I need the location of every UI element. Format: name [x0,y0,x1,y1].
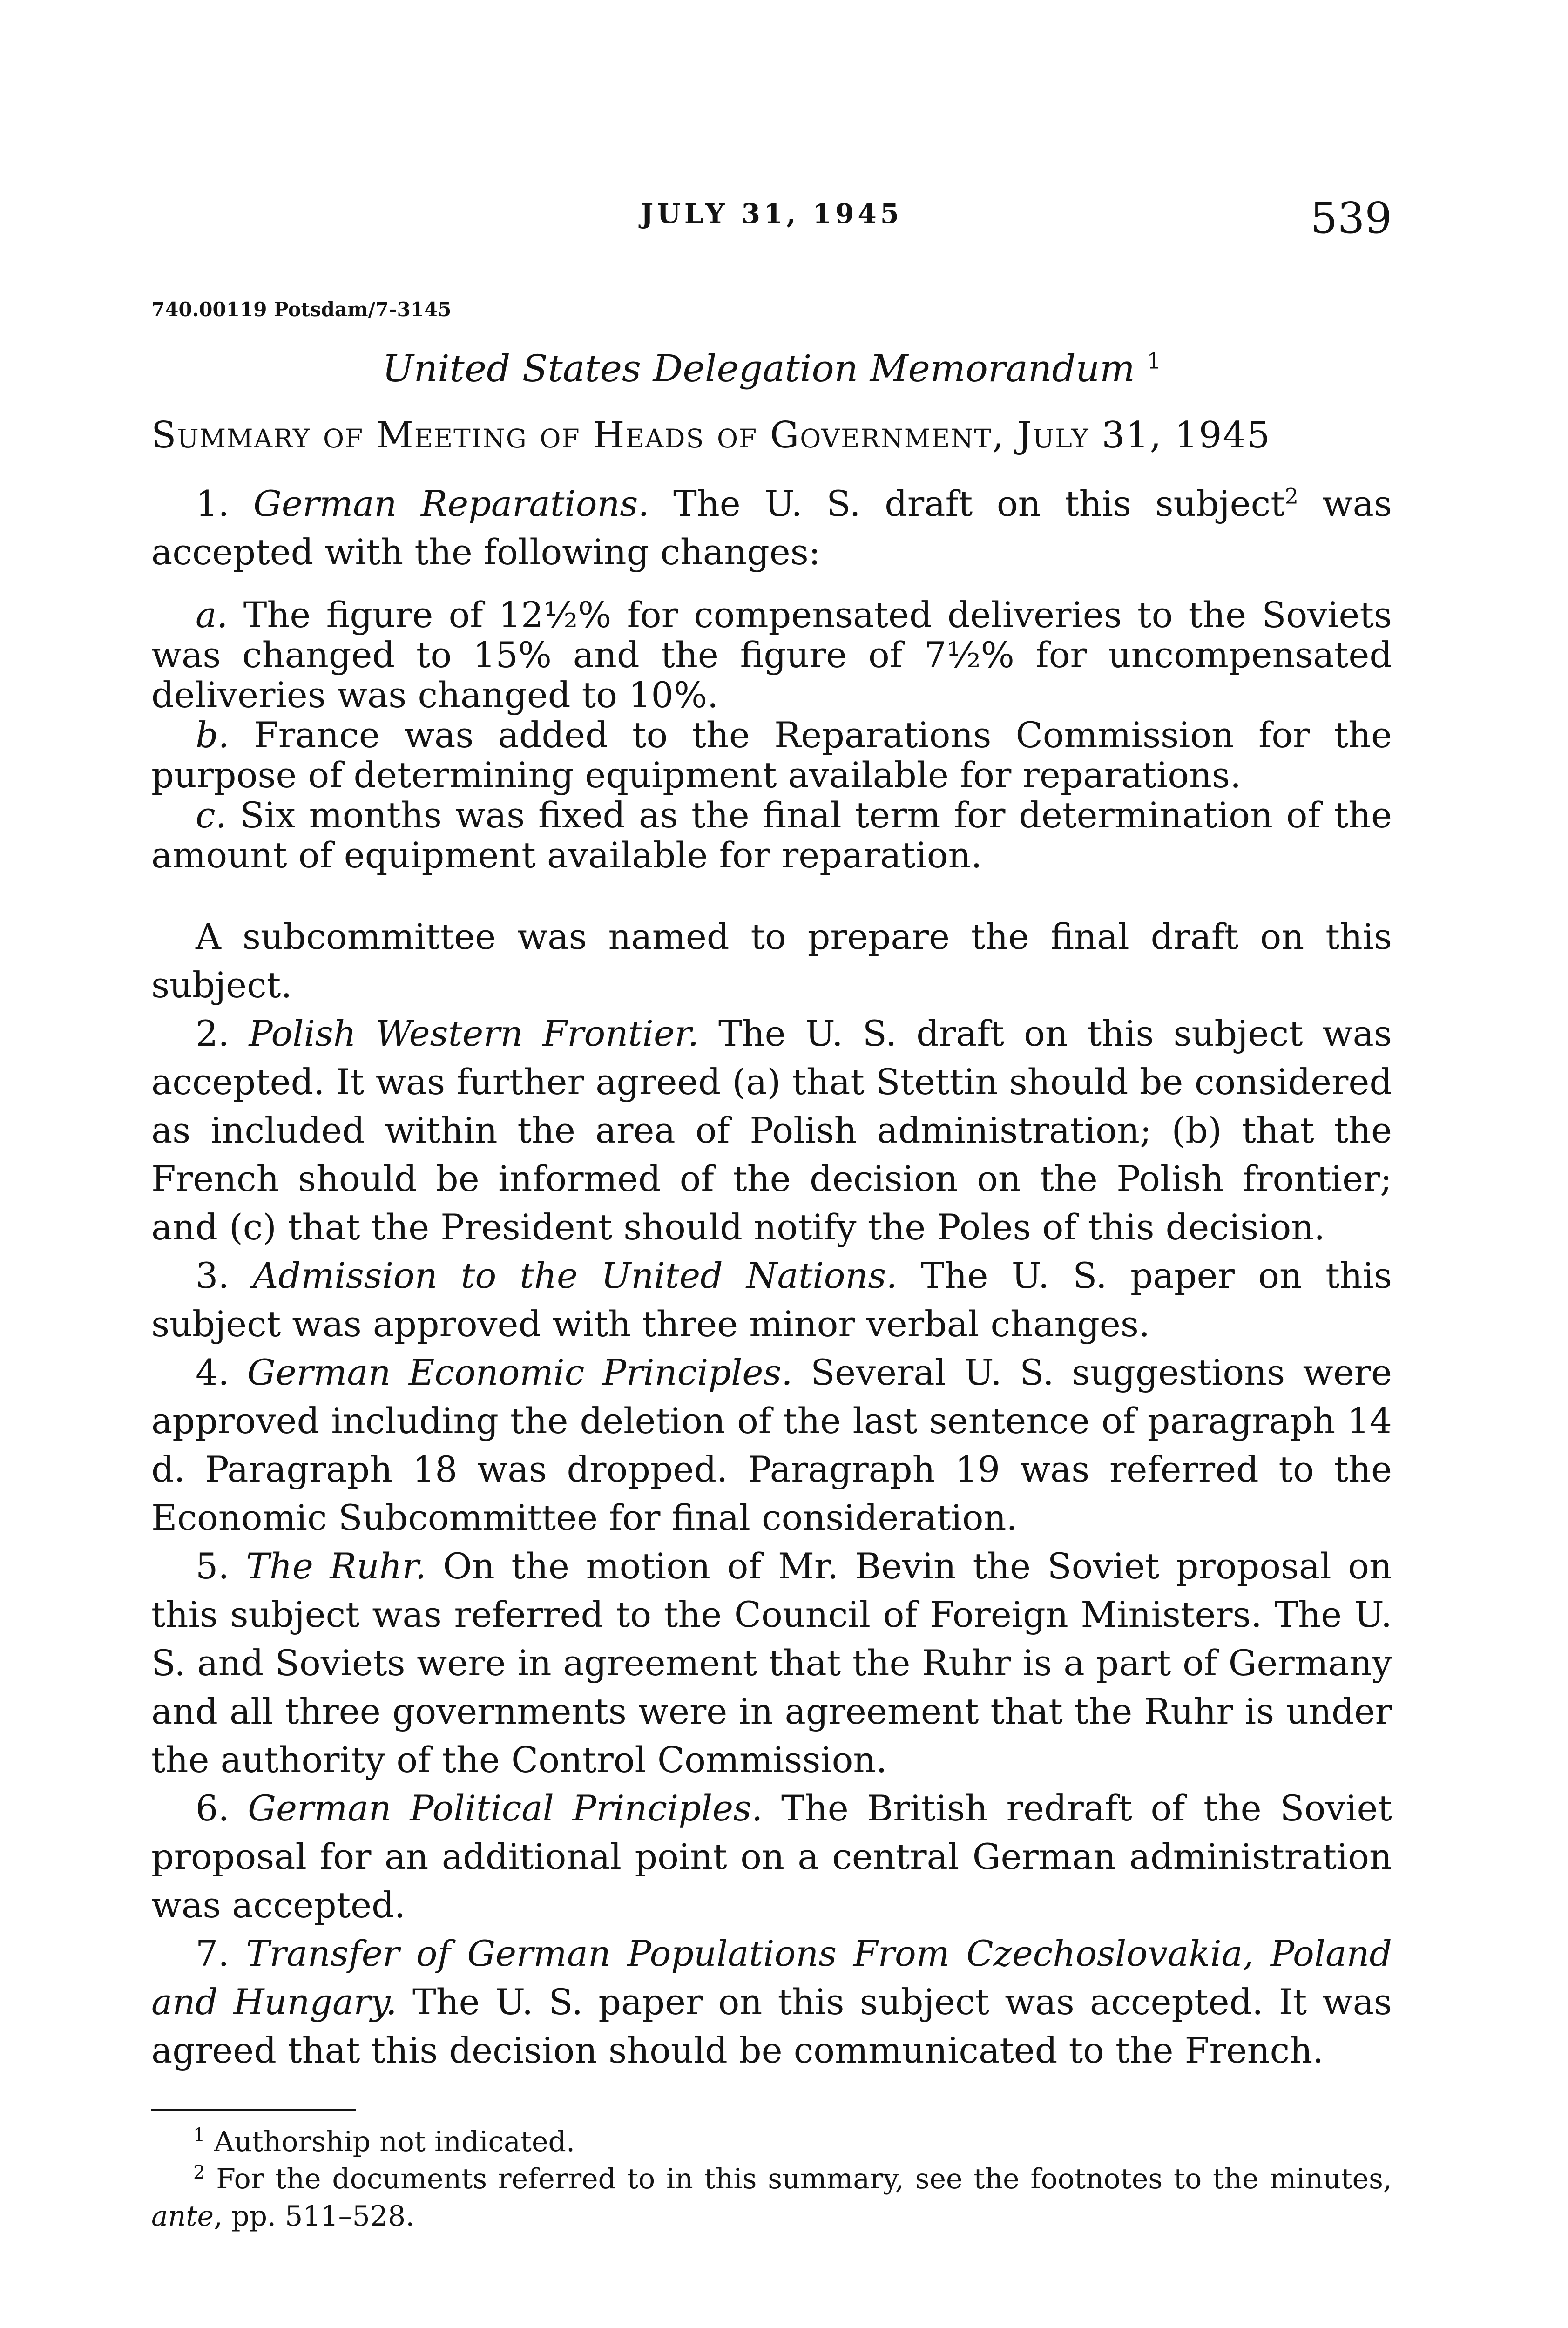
footnote-text: , pp. 511–528. [214,2200,415,2233]
change-text: The figure of 12½% for compensated deliveries to the Soviets was changed to 15% and the figure of 7½% for uncompensated deliveries was changed to 10%. [151,594,1392,716]
page-header [151,193,1392,244]
footnote-1 [151,2123,1392,2160]
document-title [151,347,1392,390]
change-b [151,715,1392,795]
footnotes [151,2123,1392,2235]
item-2 [151,1009,1392,1252]
item-6 [151,1784,1392,1929]
item-number: 5. [196,1545,230,1587]
footnote-2 [151,2160,1392,2235]
footnote-mark: 2 [193,2162,205,2183]
running-head: JULY 31, 1945 [640,198,903,230]
item-heading: Polish Western Frontier. [249,1013,699,1054]
item-1 [151,480,1392,576]
item-number: 4. [196,1352,230,1393]
subcommittee-note: A subcommittee was named to prepare the final draft on this subject. [151,916,1392,1006]
change-letter: a. [196,594,228,636]
page-number: 539 [1310,193,1392,243]
item-text: The U. S. draft on this subject was accepted. It was further agreed (a) that Stettin should be considered as included within the area of Polish administration; (b) that the French should be informed of the decision on the Polish frontier; and (c) that the President should notify the Poles of this decision. [151,1013,1392,1248]
document-body [151,480,1392,2075]
footnote-ante: ante [151,2200,214,2233]
file-number: 740.00119 Potsdam/7-3145 [151,298,452,321]
footnote-ref-1: 1 [1147,348,1161,374]
item-text: The U. S. draft on this subject [649,483,1285,524]
item-heading: The Ruhr. [246,1545,426,1587]
change-text: Six months was fixed as the final term for determination of the amount of equipment available for reparation. [151,794,1392,876]
item-number: 2. [196,1013,230,1054]
item-text: On the motion of Mr. Bevin the Soviet proposal on this subject was referred to the Council of Foreign Ministers. The U. S. and Soviets were in agreement that the Ruhr is a part of Germany and all three governments were in agreement that the Ruhr is under the authority of the Control Commission. [151,1545,1392,1780]
item-number: 6. [196,1787,230,1829]
footnote-text: For the documents referred to in this summary, see the footnotes to the minutes, [205,2163,1392,2195]
item-4 [151,1348,1392,1542]
change-a [151,595,1392,715]
item-text: The U. S. paper on this subject was accepted. It was agreed that this decision should be communicated to the French. [151,1981,1392,2071]
item-text: Several U. S. suggestions were approved including the deletion of the last sentence of paragraph 14 d. Paragraph 18 was dropped. Paragraph 19 was referred to the Economic Subcommittee for final consideration. [151,1352,1392,1538]
item-text: was accepted with the following changes: [151,483,1392,573]
item-text: The British redraft of the Soviet proposal for an additional point on a central German administration was accepted. [151,1787,1392,1926]
item-heading: German Reparations. [253,483,649,524]
item-heading: German Political Principles. [248,1787,763,1829]
footnote-mark: 1 [193,2125,205,2146]
item-7 [151,1929,1392,2075]
footnote-divider [151,2109,356,2111]
item-number: 1. [196,483,230,524]
footnote-text: Authorship not indicated. [205,2125,575,2158]
change-letter: b. [196,714,230,756]
item-number: 7. [196,1933,230,1974]
summary-heading: Summary of Meeting of Heads of Government, July 31, 1945 [151,414,1271,456]
item-heading: German Economic Principles. [247,1352,793,1393]
footnote-ref-2: 2 [1284,483,1299,509]
change-text: France was added to the Reparations Commission for the purpose of determining equipment available for reparations. [151,714,1392,796]
item-5 [151,1542,1392,1784]
item-text: The U. S. paper on this subject was approved with three minor verbal changes. [151,1255,1392,1345]
change-c [151,795,1392,875]
item-3 [151,1252,1392,1348]
item-number: 3. [196,1255,230,1296]
document-title-text: United States Delegation Memorandum [382,347,1135,390]
change-letter: c. [196,794,227,836]
item-heading: Transfer of German Populations From Czechoslovakia, Poland and Hungary. [151,1933,1392,2023]
item-heading: Admission to the United Nations. [252,1255,898,1296]
